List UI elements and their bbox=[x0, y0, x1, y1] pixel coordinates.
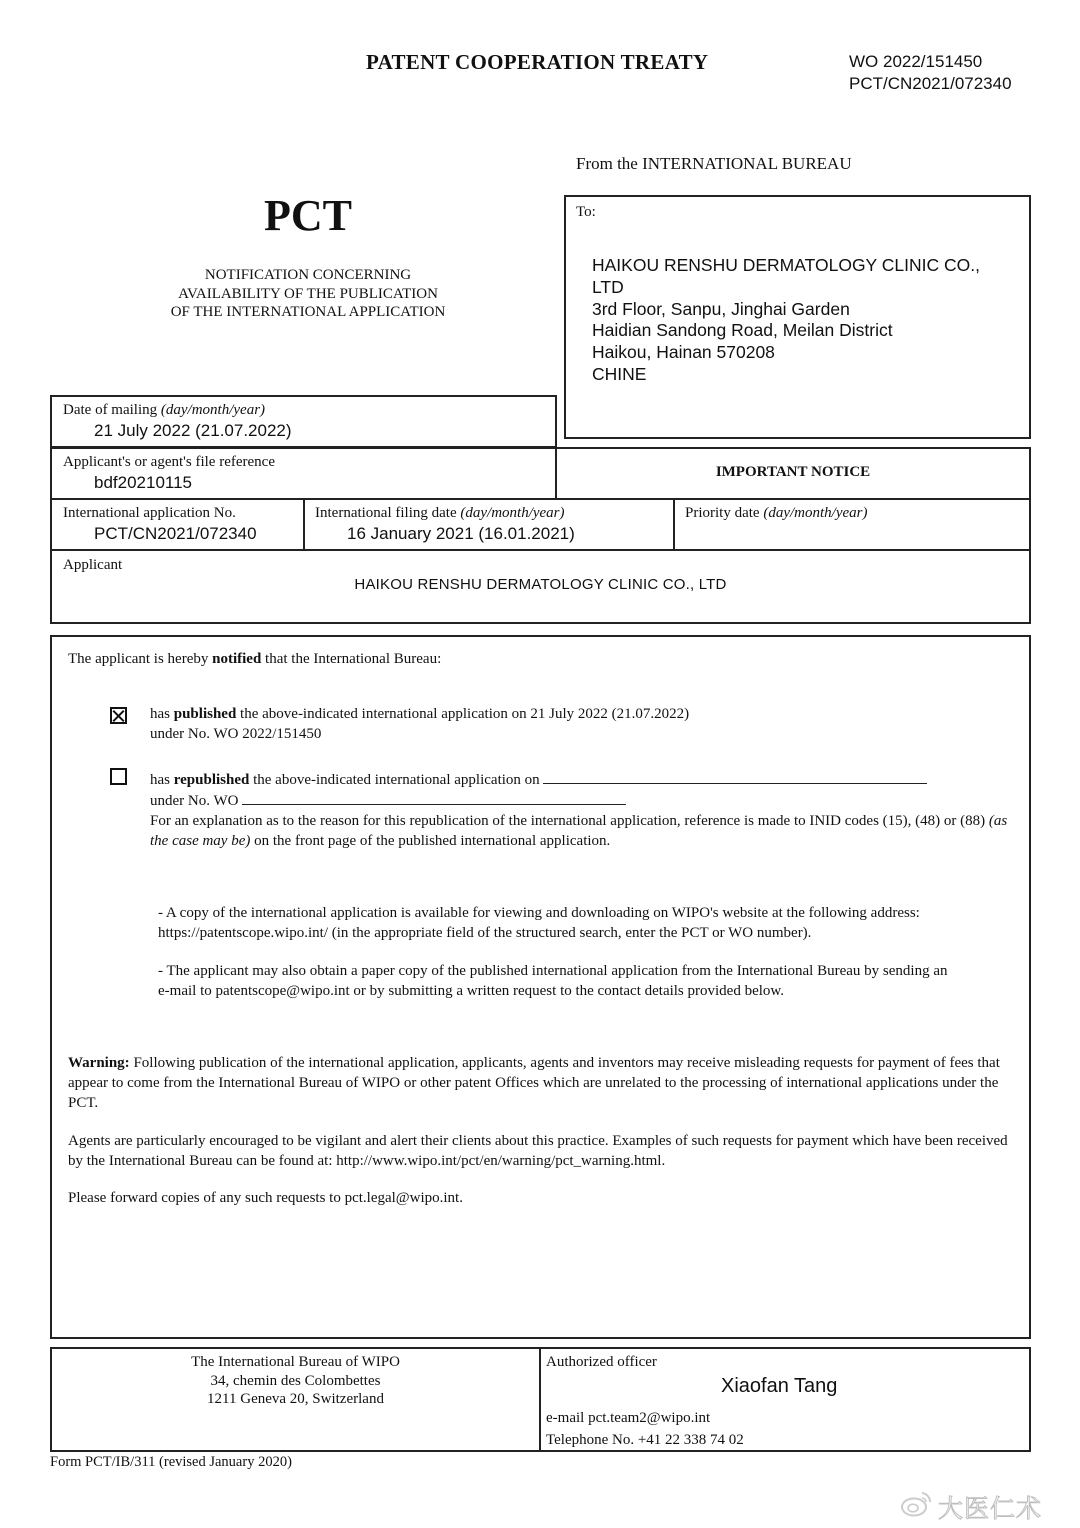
pct-logo: PCT bbox=[264, 191, 352, 240]
important-notice: IMPORTANT NOTICE bbox=[715, 464, 871, 480]
applicant-label: Applicant bbox=[63, 557, 123, 573]
mailing-date-value: 21 July 2022 (21.07.2022) bbox=[94, 421, 292, 440]
republished-date-blank bbox=[543, 769, 927, 784]
address-line: HAIKOU RENSHU DERMATOLOGY CLINIC CO., bbox=[592, 255, 980, 275]
forward-text: Please forward copies of any such requests to pct.legal@wipo.int. bbox=[68, 1190, 463, 1206]
agents-text: Agents are particularly encouraged to be vigilant and alert their clients about this practice. Examples of such requests for payment which have been received by the International Bureau can be found at: http://www.wipo.int/pct/en/warning/pct_warning.html. bbox=[68, 1133, 1008, 1169]
watermark-text: 大医仁术 bbox=[938, 1494, 1043, 1523]
application-number-label: International application No. bbox=[63, 505, 236, 521]
file-reference-box bbox=[50, 447, 557, 500]
address-block bbox=[592, 255, 980, 386]
pct-number: PCT/CN2021/072340 bbox=[849, 74, 1012, 93]
from-line: From the INTERNATIONAL BUREAU bbox=[576, 154, 852, 173]
address-line: LTD bbox=[592, 276, 624, 297]
bureau-address bbox=[52, 1353, 539, 1409]
address-line: 3rd Floor, Sanpu, Jinghai Garden bbox=[592, 298, 850, 319]
address-line: Haikou, Hainan 570208 bbox=[592, 342, 775, 363]
published-number: under No. WO 2022/151450 bbox=[150, 726, 322, 742]
officer-telephone: Telephone No. +41 22 338 74 02 bbox=[546, 1432, 744, 1448]
bureau-address-box bbox=[50, 1347, 541, 1452]
republished-checkbox[interactable] bbox=[110, 768, 127, 785]
authorized-officer-label: Authorized officer bbox=[546, 1354, 657, 1370]
to-box bbox=[564, 195, 1031, 439]
wo-number: WO 2022/151450 bbox=[849, 52, 983, 71]
filing-date-box bbox=[303, 498, 675, 551]
published-text: has published the above-indicated international application on 21 July 2022 (21.07.2022) under No. WO 2022/151450 bbox=[150, 706, 690, 742]
republication-explanation: For an explanation as to the reason for this republication of the international application, reference is made to INID codes (15), (48) or (88) (as the case may be) on the front page of the published international application. bbox=[150, 813, 1008, 849]
filing-date-label: International filing date (day/month/year) bbox=[315, 505, 565, 521]
notification-title bbox=[150, 266, 466, 322]
to-label: To: bbox=[576, 204, 596, 220]
file-reference-label: Applicant's or agent's file reference bbox=[63, 454, 275, 470]
bureau-address-line: 34, chemin des Colombettes bbox=[210, 1372, 381, 1389]
bureau-address-line: The International Bureau of WIPO bbox=[191, 1354, 400, 1370]
warning-text: Warning: Following publication of the international application, applicants, agents and inventors may receive misleading requests for payment of fees that appear to come from the International Bureau of WIPO or other patent Offices which are unrelated to the processing of international applications under the PCT. bbox=[68, 1055, 1000, 1111]
copy-note: - A copy of the international application is available for viewing and downloading on WIPO's website at the following address: https://patentscope.wipo.int/ (in the appropriate field of the structured search, enter the PCT or WO number). bbox=[158, 905, 920, 941]
weibo-logo-icon bbox=[900, 1490, 932, 1518]
bureau-address-line: 1211 Geneva 20, Switzerland bbox=[207, 1391, 384, 1407]
treaty-title: PATENT COOPERATION TREATY bbox=[366, 50, 709, 74]
paper-copy-note: - The applicant may also obtain a paper copy of the published international application from the International Bureau by sending an e-mail to patentscope@wipo.int or by submitting a written request to the contact details provided below. bbox=[158, 963, 948, 999]
notice-intro: The applicant is hereby notified that the International Bureau: bbox=[68, 651, 442, 667]
applicant-box bbox=[50, 549, 1031, 624]
officer-name: Xiaofan Tang bbox=[721, 1375, 838, 1397]
notice-box bbox=[50, 635, 1031, 1339]
officer-email: e-mail pct.team2@wipo.int bbox=[546, 1410, 711, 1426]
republished-text: has republished the above-indicated international application on under No. WO For an explanation as to the reason for this republication of the international application, reference is made to INID codes (15), (48) or (88) (as the case may be) on the front page of the published international application. bbox=[150, 769, 1020, 851]
applicant-value: HAIKOU RENSHU DERMATOLOGY CLINIC CO., LTD bbox=[354, 576, 727, 593]
authorized-officer-box bbox=[539, 1347, 1031, 1452]
filing-date-value: 16 January 2021 (16.01.2021) bbox=[347, 524, 575, 543]
address-line: Haidian Sandong Road, Meilan District bbox=[592, 320, 893, 341]
priority-date-label: Priority date (day/month/year) bbox=[685, 505, 868, 521]
republished-number-blank bbox=[242, 790, 626, 805]
notification-title-line3: OF THE INTERNATIONAL APPLICATION bbox=[170, 304, 446, 320]
watermark bbox=[900, 1487, 1076, 1521]
form-id: Form PCT/IB/311 (revised January 2020) bbox=[50, 1454, 292, 1470]
mailing-date-label: Date of mailing (day/month/year) bbox=[63, 402, 266, 418]
priority-date-box bbox=[673, 498, 1031, 551]
published-checkbox[interactable] bbox=[110, 707, 127, 724]
notification-title-line1: NOTIFICATION CONCERNING bbox=[204, 267, 412, 283]
important-notice-box bbox=[555, 447, 1031, 500]
address-line: CHINE bbox=[592, 363, 647, 384]
file-reference-value: bdf20210115 bbox=[94, 473, 193, 492]
notification-title-line2: AVAILABILITY OF THE PUBLICATION bbox=[178, 285, 438, 302]
mailing-date-box bbox=[50, 395, 557, 448]
application-number-box bbox=[50, 498, 305, 551]
application-number-value: PCT/CN2021/072340 bbox=[94, 524, 257, 543]
